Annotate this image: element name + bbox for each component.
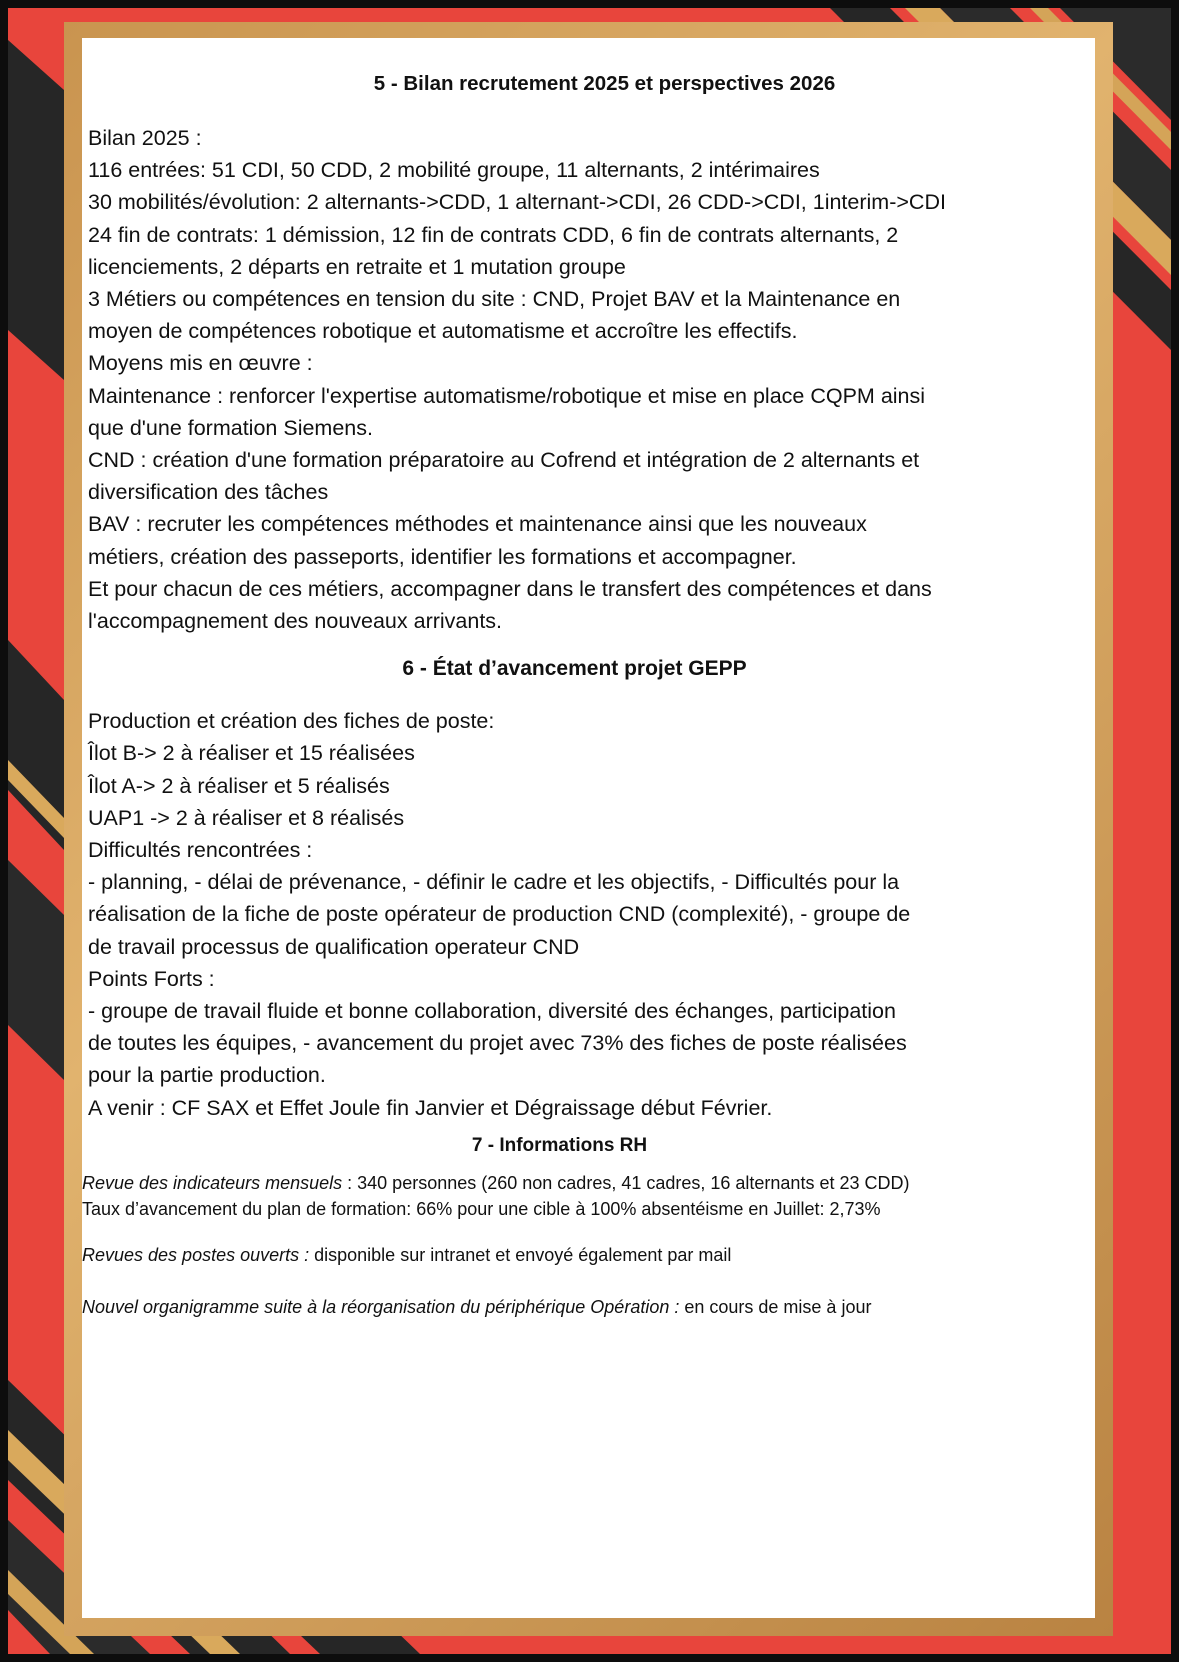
text-line: Îlot A-> 2 à réaliser et 5 réalisés <box>88 773 390 798</box>
text-line: - groupe de travail fluide et bonne collaboration, diversité des échanges, participation <box>88 999 896 1024</box>
document-page <box>82 38 1095 1618</box>
text-line: A venir : CF SAX et Effet Joule fin Janvier et Dégraissage début Février. <box>88 1095 773 1120</box>
stripe-left-3 <box>8 860 64 1080</box>
open-positions-text: disponible sur intranet et envoyé également par mail <box>309 1244 732 1265</box>
section-7-title: 7 - Informations RH <box>471 1134 648 1156</box>
text-line: Et pour chacun de ces métiers, accompagner dans le transfert des compétences et dans <box>88 576 932 601</box>
section-6-body <box>88 705 1091 1124</box>
text-line: Difficultés rencontrées : <box>88 838 313 863</box>
text-line: licenciements, 2 départs en retraite et 1 mutation groupe <box>88 254 626 279</box>
text-line: BAV : recruter les compétences méthodes et maintenance ainsi que les nouveaux <box>88 512 867 537</box>
section-5-body <box>88 122 1091 637</box>
text-line: moyen de compétences robotique et automatisme et accroître les effectifs. <box>88 319 798 344</box>
text-line: - planning, - délai de prévenance, - définir le cadre et les objectifs, - Difficultés pour la <box>88 870 900 895</box>
section-7-body <box>82 1170 1091 1320</box>
org-chart-line <box>82 1294 1091 1320</box>
indicators-label: Revue des indicateurs mensuels <box>82 1172 343 1193</box>
text-line: Points Forts : <box>88 966 215 991</box>
text-line: métiers, création des passeports, identifier les formations et accompagner. <box>88 544 797 569</box>
text-line: que d'une formation Siemens. <box>88 415 373 440</box>
text-line: diversification des tâches <box>88 480 329 505</box>
text-line: réalisation de la fiche de poste opérateur de production CND (complexité), - groupe de <box>88 902 911 927</box>
text-line: de travail processus de qualification operateur CND <box>88 934 580 959</box>
org-chart-text: en cours de mise à jour <box>679 1296 872 1317</box>
section-6-title: 6 - État d’avancement projet GEPP <box>402 657 747 681</box>
org-chart-label: Nouvel organigramme suite à la réorganisation du périphérique Opération : <box>82 1296 680 1317</box>
text-line: 116 entrées: 51 CDI, 50 CDD, 2 mobilité groupe, 11 alternants, 2 intérimaires <box>88 158 820 183</box>
text-line: Moyens mis en œuvre : <box>88 351 313 376</box>
text-line: l'accompagnement des nouveaux arrivants. <box>88 609 503 634</box>
text-line: Production et création des fiches de poste: <box>88 709 495 734</box>
indicators-text: : 340 personnes (260 non cadres, 41 cadres, 16 alternants et 23 CDD) <box>342 1172 910 1193</box>
open-positions-label: Revues des postes ouverts : <box>82 1244 310 1265</box>
text-line: Maintenance : renforcer l'expertise automatisme/robotique et mise en place CQPM ainsi <box>88 383 926 408</box>
text-line: de toutes les équipes, - avancement du projet avec 73% des fiches de poste réalisées <box>88 1031 907 1056</box>
text-line: UAP1 -> 2 à réaliser et 8 réalisés <box>88 805 405 830</box>
document-content <box>82 68 1091 1320</box>
text-line: Îlot B-> 2 à réaliser et 15 réalisées <box>88 741 415 766</box>
text-line: 30 mobilités/évolution: 2 alternants->CDD, 1 alternant->CDI, 26 CDD->CDI, 1interim->CDI <box>88 190 946 215</box>
text-line: Bilan 2025 : <box>88 126 202 150</box>
text-line: CND : création d'une formation préparatoire au Cofrend et intégration de 2 alternants et <box>88 448 920 473</box>
text-line: 3 Métiers ou compétences en tension du site : CND, Projet BAV et la Maintenance en <box>88 287 901 312</box>
open-positions-line <box>82 1242 1091 1268</box>
section-5-title: 5 - Bilan recrutement 2025 et perspectives 2026 <box>373 72 836 95</box>
indicators-line <box>82 1170 1091 1196</box>
training-line: Taux d’avancement du plan de formation: 66% pour une cible à 100% absentéisme en Juillet: 2,73% <box>82 1198 881 1219</box>
stripe-left-1 <box>8 40 64 380</box>
text-line: 24 fin de contrats: 1 démission, 12 fin de contrats CDD, 6 fin de contrats alternants, 2 <box>88 222 899 247</box>
text-line: pour la partie production. <box>88 1063 326 1088</box>
